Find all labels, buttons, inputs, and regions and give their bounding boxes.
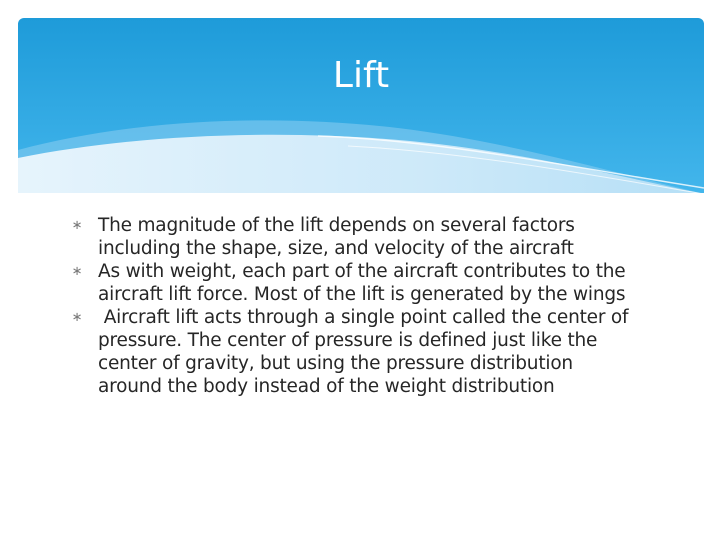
- title-banner: [18, 18, 704, 194]
- list-item-text: As with weight, each part of the aircraft contributes to the aircraft lift force. Most of the lift is generated by the wings: [98, 261, 626, 305]
- bullet-asterisk-icon: ∗: [71, 310, 83, 325]
- bullet-asterisk-icon: ∗: [71, 264, 83, 279]
- list-item: [70, 306, 640, 398]
- banner-graphic: [18, 18, 704, 194]
- bullet-asterisk-icon: ∗: [71, 218, 83, 233]
- list-item-text: Aircraft lift acts through a single point called the center of pressure. The center of pressure is defined just like the center of gravity, but using the pressure distribution around the body instead of the weight distribution: [98, 307, 635, 397]
- list-item-text: The magnitude of the lift depends on several factors including the shape, size, and velocity of the aircraft: [98, 215, 575, 259]
- list-item: [70, 260, 640, 306]
- list-item: [70, 214, 640, 260]
- bullet-list: [70, 214, 640, 398]
- slide-title: Lift: [332, 55, 390, 96]
